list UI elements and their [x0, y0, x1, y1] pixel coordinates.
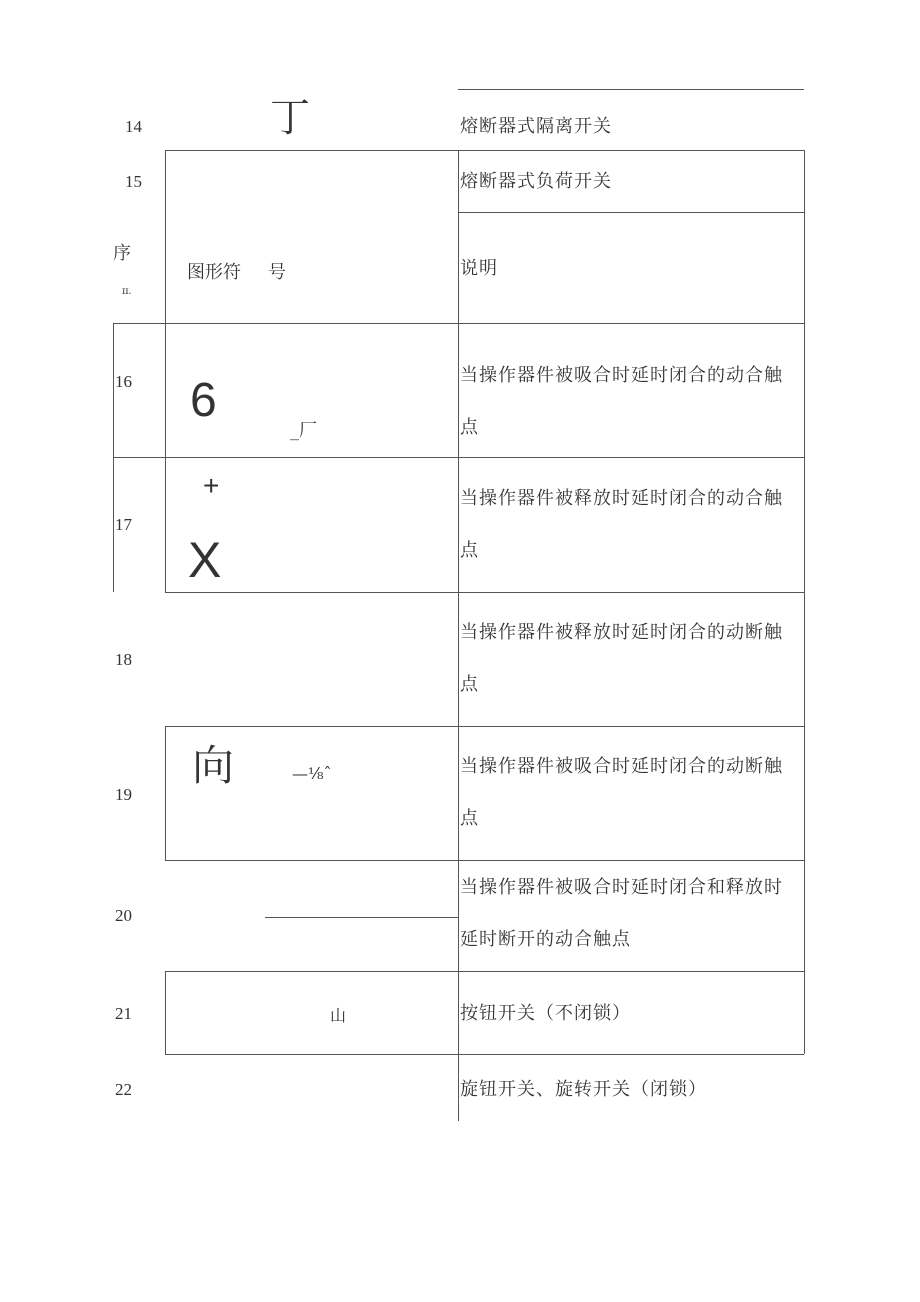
- seq-number: 22: [115, 1080, 132, 1099]
- header-desc-label: 说明: [460, 258, 498, 279]
- plus-icon: +: [203, 470, 220, 501]
- description: 当操作器件被吸合时延时闭合的动合触点: [460, 365, 783, 438]
- symbol-glyph: 丁: [270, 95, 310, 141]
- symbol-glyph: 向: [192, 741, 235, 790]
- border-symbol-left-a: [165, 150, 166, 592]
- description: 当操作器件被吸合时延时闭合的动断触点: [460, 756, 783, 829]
- rule-15-top: [165, 150, 804, 151]
- description: 按钮开关（不闭锁）: [460, 1003, 631, 1024]
- seq-number: 19: [115, 785, 132, 804]
- rule-19-top: [165, 726, 804, 727]
- seq-number: 21: [115, 1004, 132, 1023]
- border-right: [804, 150, 805, 1054]
- description: 熔断器式负荷开关: [460, 171, 612, 192]
- description: 旋钮开关、旋转开关（闭锁）: [460, 1079, 707, 1100]
- header-symbol-label-suffix: 号: [268, 262, 286, 283]
- border-seq-left: [113, 323, 114, 592]
- rule-top: [458, 89, 804, 90]
- header-seq-label-sub: ɪɪ.: [122, 286, 132, 297]
- symbol-mark: —⅛ˆ: [292, 764, 332, 783]
- border-desc-left: [458, 150, 459, 1121]
- seq-number: 16: [115, 372, 132, 391]
- push-button-symbol: 山: [330, 1006, 347, 1025]
- rule-20-top: [165, 860, 804, 861]
- header-seq-label: 序: [113, 243, 131, 264]
- seq-number: 15: [125, 172, 142, 191]
- border-symbol-left-c: [165, 971, 166, 1054]
- rule-18-top: [165, 592, 804, 593]
- cross-contact-symbol-icon: X: [188, 532, 222, 588]
- rule-header-top: [458, 212, 804, 213]
- description: 当操作器件被吸合时延时闭合和释放时延时断开的动合触点: [460, 877, 783, 950]
- description: 熔断器式隔离开关: [460, 116, 612, 137]
- seq-number: 20: [115, 906, 132, 925]
- seq-number: 18: [115, 650, 132, 669]
- delay-contact-symbol-icon: 6: [190, 374, 217, 427]
- description: 当操作器件被释放时延时闭合的动断触点: [460, 622, 783, 695]
- description: 当操作器件被释放时延时闭合的动合触点: [460, 488, 783, 561]
- rule-21-bottom: [165, 1054, 804, 1055]
- seq-number: 17: [115, 515, 132, 534]
- symbol-mark: _厂: [290, 420, 317, 441]
- contact-line-symbol: [265, 917, 458, 918]
- border-symbol-left-b: [165, 726, 166, 860]
- seq-number: 14: [125, 117, 142, 136]
- rule-21-top: [165, 971, 804, 972]
- header-symbol-label: 图形符: [187, 262, 241, 283]
